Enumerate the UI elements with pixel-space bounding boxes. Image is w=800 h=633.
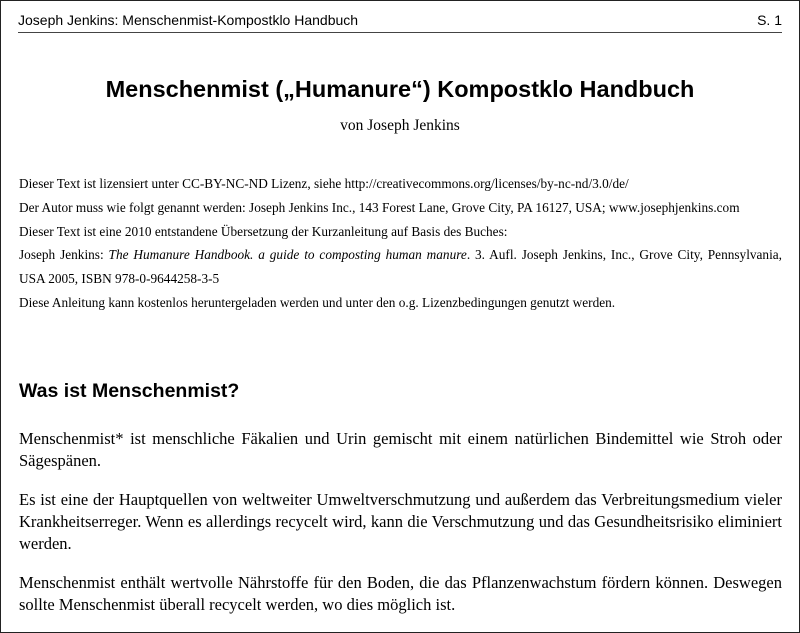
citation-book-title: The Humanure Handbook. a guide to composting human manure — [108, 247, 467, 263]
page-number: S. 1 — [757, 12, 782, 28]
source-citation — [19, 243, 782, 291]
citation-author: Joseph Jenkins: — [19, 247, 109, 263]
paragraph: Menschenmist* ist menschliche Fäkalien und Urin gemischt mit einem natürlichen Bindemittel wie Stroh oder Sägespänen. — [19, 429, 782, 470]
paragraph: Es ist eine der Hauptquellen von weltweiter Umweltverschmutzung und außerdem das Verbreitungsmedium vieler Krankheitserreger. Wenn es allerdings recycelt wird, kann die Verschmutzung und das Gesundheitsrisiko eliminiert werden. — [19, 490, 782, 553]
citation-details: . 3. Aufl. Joseph Jenkins, Inc., Grove City, Pennsylvania, USA 2005, ISBN 978-0-9644258-3-5 — [19, 247, 783, 287]
translation-note: Dieser Text ist eine 2010 entstandene Übersetzung der Kurzanleitung auf Basis des Buches: — [19, 223, 508, 239]
running-title: Joseph Jenkins: Menschenmist-Kompostklo Handbuch — [18, 12, 359, 28]
section-body — [19, 428, 782, 633]
running-header — [18, 10, 782, 33]
license-line: Dieser Text ist lizensiert unter CC-BY-NC-ND Lizenz, siehe http://creativecommons.org/licenses/by-nc-nd/3.0/de/ — [19, 176, 629, 191]
section-heading: Was ist Menschenmist? — [19, 380, 240, 402]
document-title: Menschenmist („Humanure“) Kompostklo Handbuch — [105, 76, 695, 102]
paragraph: Menschenmist enthält wertvolle Nährstoffe für den Boden, die das Pflanzenwachstum fördern können. Deswegen sollte Menschenmist überall recycelt werden, wo dies möglich ist. — [19, 573, 782, 614]
download-note: Diese Anleitung kann kostenlos heruntergeladen werden und unter den o.g. Lizenzbedingungen genutzt werden. — [19, 294, 616, 310]
license-notice — [19, 172, 782, 315]
document-author: von Joseph Jenkins — [340, 117, 460, 134]
attribution-line: Der Autor muss wie folgt genannt werden: Joseph Jenkins Inc., 143 Forest Lane, Grove City, PA 16127, USA; www.josephjenkins.com — [19, 199, 740, 215]
